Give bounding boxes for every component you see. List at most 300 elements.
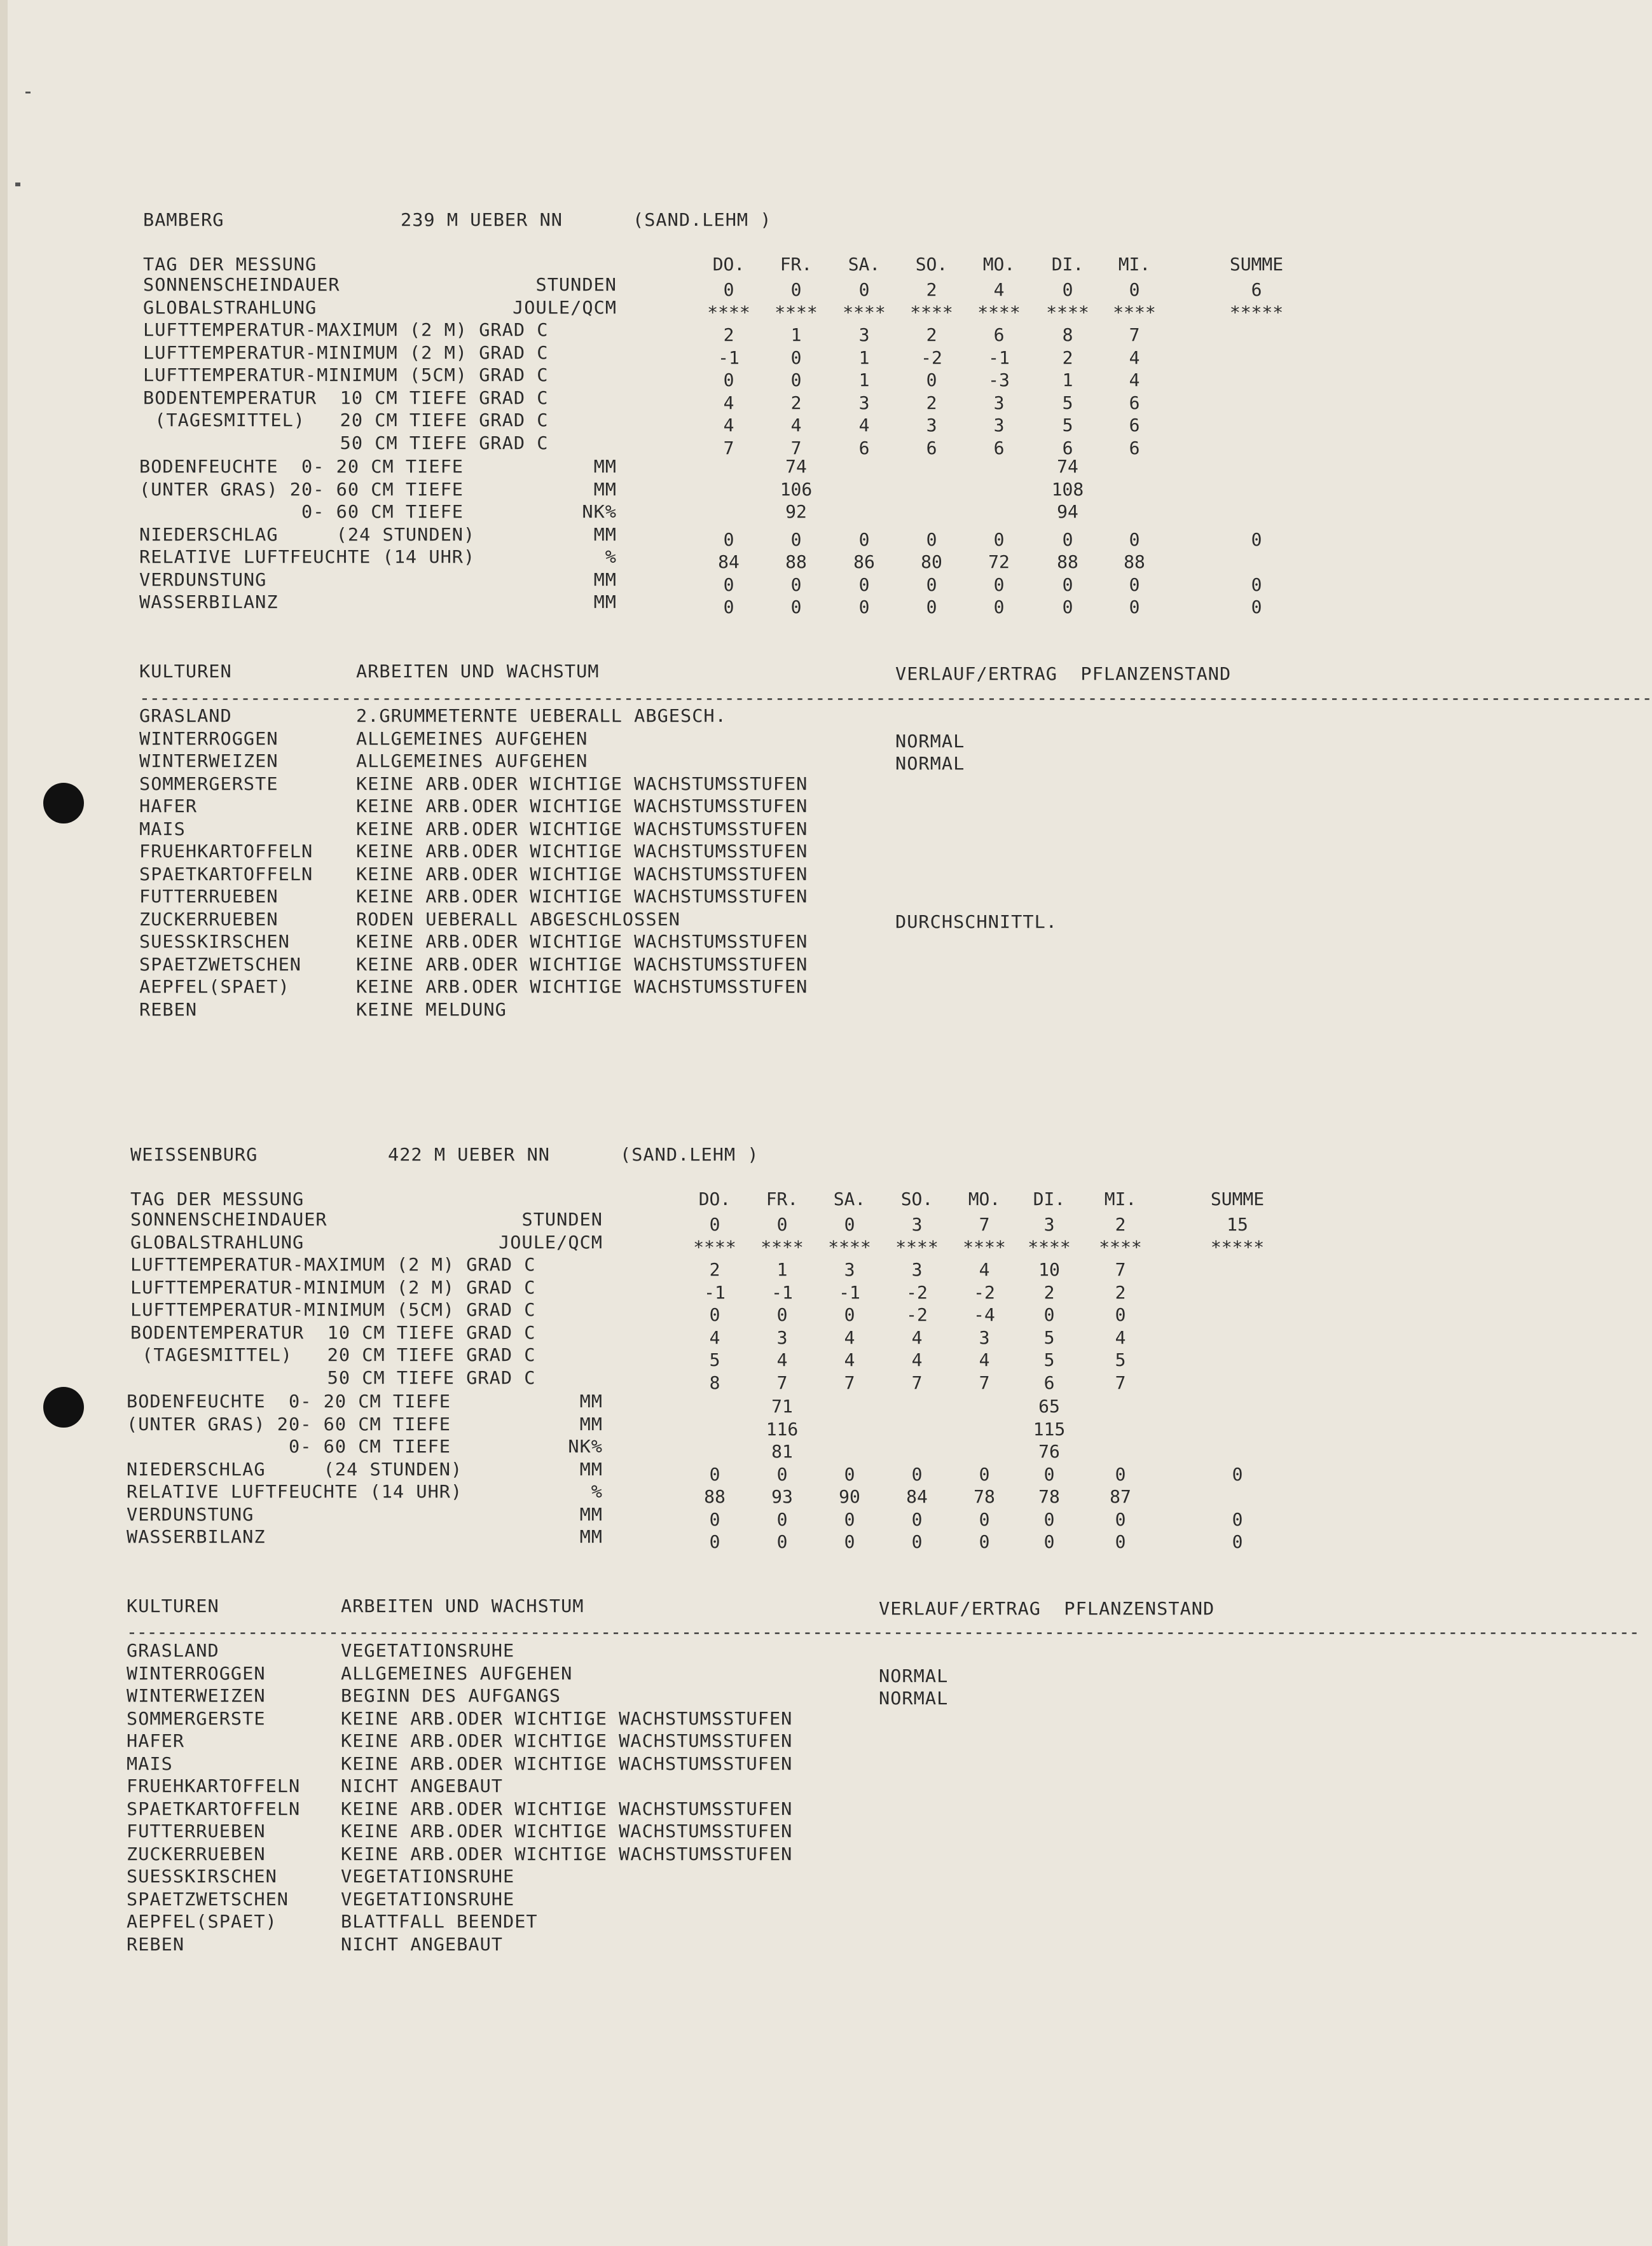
station-name: BAMBERG <box>143 209 224 230</box>
crop-status: NORMAL <box>895 753 965 774</box>
measurement-value: -1 <box>704 1281 726 1303</box>
measurement-label: RELATIVE LUFTFEUCHTE (14 UHR) <box>127 1481 463 1502</box>
measurement-sum: 15 <box>1227 1214 1248 1235</box>
measurement-label: BODENFEUCHTE 0- 20 CM TIEFE <box>127 1391 451 1412</box>
crop-work: VEGETATIONSRUHE <box>341 1888 515 1910</box>
measurement-value: 71 <box>771 1396 793 1417</box>
crop-name: HAFER <box>139 796 198 816</box>
measurement-value: 74 <box>1057 456 1078 477</box>
crop-work: ALLGEMEINES AUFGEHEN <box>356 750 588 771</box>
measurement-label: LUFTTEMPERATUR-MINIMUM (2 M) GRAD C <box>143 341 549 363</box>
measurement-label: LUFTTEMPERATUR-MAXIMUM (2 M) GRAD C <box>143 319 549 340</box>
crops-header-work: ARBEITEN UND WACHSTUM <box>356 661 600 682</box>
measurement-label: NIEDERSCHLAG (24 STUNDEN) <box>139 523 476 545</box>
day-header: MO. <box>968 1188 1001 1209</box>
day-header: SO. <box>900 1188 933 1209</box>
measurement-value: 1 <box>858 369 870 390</box>
crop-work: KEINE ARB.ODER WICHTIGE WACHSTUMSSTUFEN <box>356 818 808 839</box>
document-page: BAMBERG 239 M UEBER NN (SAND.LEHM ) TAG DER MESSUNG DO. FR. SA. SO. MO. DI. MI. SUMME SONNENSCHEINDAUER STUNDEN 0 0 0 2 4 0 0 6 GLOBALSTRAHLUNG JOULE/QCM **** **** **** **** **** **** **** ***** LUFTTEMPERATUR-MAXIMUM (2 M) GRAD C 2 1 3 2 6 8 7 LUFTTEMPERATUR-MINIMUM (2 M) GRAD C -1 0 1 -2 -1 2 4 LUFTTEMPERATUR-MINIMUM (5CM) GRAD C 0 0 1 0 -3 1 4 BODENTEMPERATUR 10 CM TIEFE GRAD C 4 2 3 2 3 5 6 (TAGESMITTEL) 20 CM TIEFE GRAD C 4 4 4 3 3 5 6 50 CM TIEFE GRAD C 7 7 6 6 6 6 6 BODENFEUCHTE 0- 20 CM TIEFE MM 74 74 (UNTER GRAS) 20- 60 CM TIEFE MM 106 108 0- 60 CM TIEFE %NK 92 94 NIEDERSCHLAG (24 STUNDEN) MM 0 0 0 0 0 0 0 0 RELATIVE LUFTFEUCHTE (14 UHR) % 84 88 86 80 72 88 88 VERDUNSTUNG MM 0 0 0 0 0 0 0 0 WASSERBILANZ MM 0 0 0 0 0 0 0 0 KULTUREN ARBEITEN UND WACHSTUM VERLAUF/ERTRAG PFLANZENSTAND ------------------------------------------------------------------------------------------------------------------------------------------------------ GRASLAND 2.GRUMMETERNTE UEBERALL ABGESCH. WINTERROGGEN ALLGEMEINES AUFGEHEN NORMAL WINTERWEIZEN ALLGEMEINES AUFGEHEN NORMAL SOMMERGERSTE KEINE ARB.ODER WICHTIGE WACHSTUMSSTUFEN HAFER KEINE ARB.ODER WICHTIGE WACHSTUMSSTUFEN MAIS KEINE ARB.ODER WICHTIGE WACHSTUMSSTUFEN FRUEHKARTOFFELN KEINE ARB.ODER WICHTIGE WACHSTUMSSTUFEN SPAETKARTOFFELN KEINE ARB.ODER WICHTIGE WACHSTUMSSTUFEN FUTTERRUEBEN KEINE ARB.ODER WICHTIGE WACHSTUMSSTUFEN ZUCKERRUEBEN RODEN UEBERALL ABGESCHLOSSEN DURCHSCHNITTL. SUESSKIRSCHEN KEINE ARB.ODER WICHTIGE WACHSTUMSSTUFEN SPAETZWETSCHEN KEINE ARB.ODER WICHTIGE WACHSTUMSSTUFEN AEPFEL(SPAET) KEINE ARB.ODER WICHTIGE WACHSTUMSSTUFEN REBEN KEINE MELDUNG WEISSENBURG 422 M UEBER NN (SAND.LEHM ) TAG DER MESSUNG DO. FR. SA. SO. MO. DI. MI. SUMME SONNENSCHEINDAUER STUNDEN 0 0 0 3 7 3 2 15 GLOBALSTRAHLUNG JOULE/QCM **** **** **** **** **** **** **** ***** LUFTTEMPERATUR-MAXIMUM (2 M) GRAD C 2 1 3 3 4 10 7 LUFTTEMPERATUR-MINIMUM (2 M) GRAD C -1 -1 -1 -2 -2 2 2 LUFTTEMPERATUR-MINIMUM (5CM) GRAD C 0 0 0 -2 -4 0 0 BODENTEMPERATUR 10 CM TIEFE GRAD C 4 3 4 4 3 5 4 (TAGESMITTEL) 20 CM TIEFE GRAD C 5 4 4 4 4 5 5 50 CM TIEFE GRAD C 8 7 7 7 7 6 7 BODENFEUCHTE 0- 20 CM TIEFE MM 71 65 (UNTER GRAS) 20- 60 CM TIEFE MM 116 115 0- 60 CM TIEFE %NK 81 76 NIEDERSCHLAG (24 STUNDEN) MM 0 0 0 0 0 0 0 0 RELATIVE LUFTFEUCHTE (14 UHR) % 88 93 90 84 78 78 87 VERDUNSTUNG MM 0 0 0 0 0 0 0 0 WASSERBILANZ MM 0 0 0 0 0 0 0 0 KULTUREN ARBEITEN UND WACHSTUM VERLAUF/ERTRAG PFLANZENSTAND ------------------------------------------------------------------------------------------------------------------------------------------------------ GRASLAND VEGETATIONSRUHE WINTERROGGEN ALLGEMEINES AUFGEHEN NORMAL WINTERWEIZEN BEGINN DES AUFGANGS NORMAL SOMMERGERSTE KEINE ARB.ODER WICHTIGE WACHSTUMSSTUFEN HAFER KEINE ARB.ODER WICHTIGE WACHSTUMSSTUFEN MAIS KEINE ARB.ODER WICHTIGE WACHSTUMSSTUFEN FRUEHKARTOFFELN NICHT ANGEBAUT SPAETKARTOFFELN KEINE ARB.ODER WICHTIGE WACHSTUMSSTUFEN FUTTERRUEBEN KEINE ARB.ODER WICHTIGE WACHSTUMSSTUFEN ZUCKERRUEBEN KEINE ARB.ODER WICHTIGE WACHSTUMSSTUFEN SUESSKIRSCHEN VEGETATIONSRUHE SPAETZWETSCHEN VEGETATIONSRUHE AEPFEL(SPAET) BLATTFALL BEENDET REBEN NICHT ANGEBAUT <box>0 0 1555 2246</box>
measurement-value: 93 <box>771 1486 793 1507</box>
measurement-value: 2 <box>926 324 937 345</box>
day-header: SO. <box>915 254 948 275</box>
measurement-value: 7 <box>776 1372 788 1393</box>
measurement-value: -1 <box>839 1281 860 1303</box>
measurement-value: 0 <box>709 1508 720 1530</box>
measurement-value: 5 <box>1062 392 1073 413</box>
station-soil: (SAND.LEHM ) <box>633 209 772 230</box>
measurement-value: 2 <box>709 1259 720 1280</box>
measurement-value: 7 <box>790 437 802 458</box>
crop-work: KEINE ARB.ODER WICHTIGE WACHSTUMSSTUFEN <box>356 953 808 975</box>
crop-name: AEPFEL(SPAET) <box>127 1911 277 1932</box>
measurement-value: 6 <box>1062 437 1073 458</box>
day-header: DO. <box>712 254 745 275</box>
measurement-value: 4 <box>723 415 734 436</box>
measurement-value: 0 <box>926 574 937 595</box>
measurement-value: 0 <box>790 596 802 617</box>
crop-name: WINTERWEIZEN <box>127 1685 266 1706</box>
measurement-label: LUFTTEMPERATUR-MAXIMUM (2 M) GRAD C <box>130 1254 536 1275</box>
measurement-value: 4 <box>844 1349 855 1370</box>
measurement-value: 3 <box>979 1326 990 1348</box>
station-altitude: 422 M UEBER NN <box>388 1144 551 1165</box>
crop-work: KEINE ARB.ODER WICHTIGE WACHSTUMSSTUFEN <box>341 1730 793 1751</box>
crop-status: NORMAL <box>879 1688 949 1709</box>
measurement-value: 0 <box>858 279 870 300</box>
measurement-value: 72 <box>988 551 1010 572</box>
measurement-sum: 0 <box>1232 1463 1243 1485</box>
measurement-value: -1 <box>771 1281 793 1303</box>
measurement-value: 0 <box>1043 1508 1055 1530</box>
measurement-value: 4 <box>911 1349 923 1370</box>
crop-work: VEGETATIONSRUHE <box>341 1866 515 1887</box>
measurement-value: 5 <box>1115 1349 1126 1370</box>
measurement-value: 1 <box>790 324 802 345</box>
punch-hole <box>43 783 84 823</box>
measurement-value: 2 <box>1115 1281 1126 1303</box>
measurement-value: 0 <box>1115 1508 1126 1530</box>
crops-header-status: VERLAUF/ERTRAG PFLANZENSTAND <box>895 663 1232 684</box>
measurement-value: 3 <box>911 1214 923 1235</box>
measurement-value: 65 <box>1038 1396 1060 1417</box>
measurement-value: 0 <box>844 1531 855 1552</box>
measurement-value: 88 <box>1124 551 1145 572</box>
crops-header-work: ARBEITEN UND WACHSTUM <box>341 1595 584 1616</box>
measurement-value: 94 <box>1057 501 1078 522</box>
measurement-value: **** <box>1113 301 1156 323</box>
crop-name: MAIS <box>139 818 186 839</box>
measurement-value: 10 <box>1038 1259 1060 1280</box>
measurement-value: 0 <box>1129 279 1140 300</box>
crop-work: RODEN UEBERALL ABGESCHLOSSEN <box>356 908 681 930</box>
measurement-value: 0 <box>776 1531 788 1552</box>
measurement-value: 78 <box>974 1486 995 1507</box>
crop-work: 2.GRUMMETERNTE UEBERALL ABGESCH. <box>356 705 727 726</box>
measurement-label: GLOBALSTRAHLUNG <box>130 1231 305 1253</box>
day-header: DO. <box>698 1188 731 1209</box>
measurement-value: 92 <box>785 501 807 522</box>
measurement-value: 88 <box>1057 551 1078 572</box>
measurement-value: **** <box>774 301 818 323</box>
measurement-value: 88 <box>785 551 807 572</box>
measurement-value: 3 <box>844 1259 855 1280</box>
crop-name: FRUEHKARTOFFELN <box>127 1775 301 1796</box>
crop-name: SOMMERGERSTE <box>127 1707 266 1729</box>
measurement-label: 50 CM TIEFE GRAD C <box>143 432 549 453</box>
measurement-value: **** <box>977 301 1021 323</box>
measurement-value: 0 <box>790 528 802 550</box>
crop-name: AEPFEL(SPAET) <box>139 976 290 997</box>
day-header: DI. <box>1033 1188 1066 1209</box>
measurement-value: 4 <box>979 1259 990 1280</box>
day-header: DI. <box>1051 254 1084 275</box>
measurement-value: 87 <box>1110 1486 1131 1507</box>
measurement-value: 0 <box>979 1463 990 1485</box>
crop-name: WINTERROGGEN <box>139 727 279 749</box>
measurement-value: 0 <box>1115 1531 1126 1552</box>
measurement-value: 4 <box>790 415 802 436</box>
station-altitude: 239 M UEBER NN <box>401 209 563 230</box>
measurement-value: 0 <box>723 279 734 300</box>
measurement-value: 4 <box>709 1326 720 1348</box>
measurement-label: WASSERBILANZ <box>127 1526 266 1547</box>
measurement-label: LUFTTEMPERATUR-MINIMUM (5CM) GRAD C <box>143 364 549 385</box>
crop-name: GRASLAND <box>139 705 232 726</box>
measurement-value: 0 <box>1043 1463 1055 1485</box>
measurement-value: -2 <box>906 1304 928 1325</box>
measurement-value: 5 <box>1043 1349 1055 1370</box>
measurement-value: **** <box>1028 1236 1071 1258</box>
measurement-value: 0 <box>1129 596 1140 617</box>
measurement-value: 3 <box>926 415 937 436</box>
sum-header: SUMME <box>1210 1188 1265 1209</box>
crop-name: FRUEHKARTOFFELN <box>139 841 313 862</box>
measurement-value: **** <box>963 1236 1006 1258</box>
measurement-value: **** <box>1099 1236 1142 1258</box>
crop-name: SOMMERGERSTE <box>139 773 279 794</box>
measurement-value: 2 <box>926 279 937 300</box>
crop-status: DURCHSCHNITTL. <box>895 911 1058 932</box>
crop-work: BLATTFALL BEENDET <box>341 1911 538 1932</box>
measurement-value: 7 <box>723 437 734 458</box>
crop-work: BEGINN DES AUFGANGS <box>341 1685 561 1706</box>
measurement-value: 6 <box>993 437 1005 458</box>
measurement-value: 0 <box>776 1508 788 1530</box>
measurement-value: **** <box>910 301 953 323</box>
crop-name: FUTTERRUEBEN <box>127 1821 266 1842</box>
measurement-value: 4 <box>979 1349 990 1370</box>
measurement-value: **** <box>843 301 886 323</box>
measurement-value: 3 <box>911 1259 923 1280</box>
crop-work: KEINE ARB.ODER WICHTIGE WACHSTUMSSTUFEN <box>356 841 808 862</box>
measurement-label: 0- 60 CM TIEFE <box>127 1436 451 1457</box>
measurement-value: -3 <box>988 369 1010 390</box>
measurement-value: 4 <box>1129 347 1140 368</box>
crop-status: NORMAL <box>895 730 965 752</box>
crop-name: SUESSKIRSCHEN <box>139 931 290 952</box>
measurement-value: 7 <box>844 1372 855 1393</box>
measurement-value: 4 <box>1115 1326 1126 1348</box>
measurement-value: 0 <box>1115 1463 1126 1485</box>
crop-work: NICHT ANGEBAUT <box>341 1933 504 1955</box>
measurement-sum: 6 <box>1251 279 1262 300</box>
measurement-label: 50 CM TIEFE GRAD C <box>130 1367 536 1388</box>
crop-work: VEGETATIONSRUHE <box>341 1640 515 1661</box>
measurement-sum: ***** <box>1210 1236 1265 1258</box>
measurement-value: 80 <box>921 551 942 572</box>
measurement-value: 5 <box>709 1349 720 1370</box>
measurement-label: GLOBALSTRAHLUNG <box>143 296 317 318</box>
crop-name: SPAETKARTOFFELN <box>127 1798 301 1819</box>
crop-work: KEINE ARB.ODER WICHTIGE WACHSTUMSSTUFEN <box>356 796 808 816</box>
measurement-value: 4 <box>844 1326 855 1348</box>
measurement-value: 7 <box>1115 1259 1126 1280</box>
measurement-value: 0 <box>709 1214 720 1235</box>
measurement-value: 0 <box>723 369 734 390</box>
measurement-value: 0 <box>709 1304 720 1325</box>
measurement-label: VERDUNSTUNG <box>127 1503 254 1525</box>
measurement-value: 0 <box>1129 574 1140 595</box>
measurement-label: (TAGESMITTEL) 20 CM TIEFE GRAD C <box>130 1344 536 1365</box>
measurement-value: 84 <box>906 1486 928 1507</box>
measurement-value: 0 <box>858 574 870 595</box>
measurement-value: 0 <box>911 1463 923 1485</box>
measurement-value: 0 <box>790 347 802 368</box>
measurement-value: 6 <box>1129 437 1140 458</box>
measurement-value: 0 <box>926 528 937 550</box>
measurement-value: 0 <box>1043 1531 1055 1552</box>
day-header: MO. <box>982 254 1015 275</box>
measurement-value: 7 <box>1129 324 1140 345</box>
crop-name: WINTERWEIZEN <box>139 750 279 771</box>
crop-work: KEINE ARB.ODER WICHTIGE WACHSTUMSSTUFEN <box>341 1798 793 1819</box>
measurement-value: 0 <box>776 1214 788 1235</box>
measurement-value: 3 <box>1043 1214 1055 1235</box>
measurement-value: 90 <box>839 1486 860 1507</box>
measurement-value: 2 <box>1062 347 1073 368</box>
measurement-value: 6 <box>993 324 1005 345</box>
measurement-value: 76 <box>1038 1441 1060 1462</box>
day-header: SA. <box>833 1188 866 1209</box>
measurement-value: 8 <box>709 1372 720 1393</box>
measurement-label: VERDUNSTUNG <box>139 568 267 590</box>
sum-header: SUMME <box>1229 254 1284 275</box>
crop-name: WINTERROGGEN <box>127 1662 266 1684</box>
measurement-value: 0 <box>790 369 802 390</box>
day-header: FR. <box>780 254 813 275</box>
crop-work: KEINE MELDUNG <box>356 998 507 1020</box>
measurement-value: 7 <box>979 1214 990 1235</box>
measurement-label: WASSERBILANZ <box>139 591 279 612</box>
measurement-value: 0 <box>776 1304 788 1325</box>
measurement-value: 0 <box>790 279 802 300</box>
measurement-label: BODENTEMPERATUR 10 CM TIEFE GRAD C <box>143 387 549 408</box>
measurement-value: **** <box>693 1236 736 1258</box>
measurement-value: 5 <box>1062 415 1073 436</box>
measurement-value: 0 <box>911 1508 923 1530</box>
measurement-value: 0 <box>723 528 734 550</box>
measurement-value: 0 <box>844 1214 855 1235</box>
measurement-sum: 0 <box>1251 574 1262 595</box>
measurement-label: LUFTTEMPERATUR-MINIMUM (2 M) GRAD C <box>130 1276 536 1298</box>
measurement-label: LUFTTEMPERATUR-MINIMUM (5CM) GRAD C <box>130 1299 536 1320</box>
measurement-value: 0 <box>926 596 937 617</box>
measurement-value: 3 <box>993 415 1005 436</box>
crop-status: NORMAL <box>879 1665 949 1686</box>
day-header: MI. <box>1104 1188 1137 1209</box>
measurement-value: 0 <box>858 596 870 617</box>
measurement-value: 86 <box>853 551 875 572</box>
measurement-value: 0 <box>709 1531 720 1552</box>
measurement-value: 78 <box>1038 1486 1060 1507</box>
measurement-value: 0 <box>1043 1304 1055 1325</box>
measurement-value: 106 <box>780 478 813 500</box>
measurement-value: 2 <box>1115 1214 1126 1235</box>
crops-header-status: VERLAUF/ERTRAG PFLANZENSTAND <box>879 1598 1215 1619</box>
crop-name: MAIS <box>127 1753 173 1774</box>
measurement-value: 115 <box>1033 1418 1066 1440</box>
measurement-value: 6 <box>1043 1372 1055 1393</box>
day-header-label: TAG DER MESSUNG <box>130 1188 305 1209</box>
measurement-value: 0 <box>1062 279 1073 300</box>
measurement-value: 4 <box>1129 369 1140 390</box>
crop-name: SPAETZWETSCHEN <box>139 953 302 975</box>
paper-edge <box>0 0 8 2246</box>
measurement-value: 6 <box>926 437 937 458</box>
crop-name: SPAETZWETSCHEN <box>127 1888 289 1910</box>
measurement-value: 0 <box>993 574 1005 595</box>
crop-name: FUTTERRUEBEN <box>139 886 279 907</box>
measurement-value: 0 <box>723 596 734 617</box>
punch-hole <box>43 1387 84 1428</box>
measurement-value: 0 <box>844 1463 855 1485</box>
margin-mark <box>15 183 20 186</box>
crop-name: SUESSKIRSCHEN <box>127 1866 277 1887</box>
crop-name: REBEN <box>127 1933 185 1955</box>
measurement-value: 0 <box>709 1463 720 1485</box>
measurement-value: 4 <box>723 392 734 413</box>
measurement-value: 0 <box>993 596 1005 617</box>
crop-work: KEINE ARB.ODER WICHTIGE WACHSTUMSSTUFEN <box>356 863 808 885</box>
dashed-rule: ------------------------------------------------------------------------------------------------------------------------------------------------------ <box>139 687 1652 708</box>
measurement-value: 0 <box>979 1531 990 1552</box>
measurement-value: -1 <box>718 347 740 368</box>
measurement-value: 2 <box>1043 1281 1055 1303</box>
measurement-value: 1 <box>858 347 870 368</box>
measurement-value: 108 <box>1051 478 1084 500</box>
measurement-value: 5 <box>1043 1326 1055 1348</box>
measurement-label: (TAGESMITTEL) 20 CM TIEFE GRAD C <box>143 410 549 431</box>
measurement-label: NIEDERSCHLAG (24 STUNDEN) <box>127 1458 463 1480</box>
crop-work: KEINE ARB.ODER WICHTIGE WACHSTUMSSTUFEN <box>341 1707 793 1729</box>
dashed-rule: ------------------------------------------------------------------------------------------------------------------------------------------------------ <box>127 1622 1639 1643</box>
measurement-value: 88 <box>704 1486 726 1507</box>
measurement-value: 7 <box>911 1372 923 1393</box>
measurement-value: 0 <box>926 369 937 390</box>
crop-work: KEINE ARB.ODER WICHTIGE WACHSTUMSSTUFEN <box>356 773 808 794</box>
measurement-label: 0- 60 CM TIEFE <box>139 501 464 522</box>
measurement-value: 2 <box>723 324 734 345</box>
measurement-sum: 0 <box>1232 1531 1243 1552</box>
measurement-value: 0 <box>993 528 1005 550</box>
measurement-value: 3 <box>858 324 870 345</box>
day-header: MI. <box>1118 254 1151 275</box>
measurement-value: **** <box>761 1236 804 1258</box>
crops-header-crop: KULTUREN <box>139 661 232 682</box>
measurement-value: 0 <box>1062 528 1073 550</box>
measurement-value: 3 <box>993 392 1005 413</box>
measurement-value: 0 <box>1062 596 1073 617</box>
crop-work: KEINE ARB.ODER WICHTIGE WACHSTUMSSTUFEN <box>356 886 808 907</box>
measurement-value: 0 <box>1115 1304 1126 1325</box>
measurement-label: RELATIVE LUFTFEUCHTE (14 UHR) <box>139 546 476 567</box>
measurement-value: 0 <box>723 574 734 595</box>
measurement-value: 6 <box>858 437 870 458</box>
measurement-value: 84 <box>718 551 740 572</box>
measurement-label: SONNENSCHEINDAUER <box>130 1209 327 1230</box>
measurement-value: 0 <box>844 1304 855 1325</box>
measurement-value: 0 <box>1129 528 1140 550</box>
measurement-value: 0 <box>858 528 870 550</box>
measurement-value: 0 <box>1062 574 1073 595</box>
measurement-value: **** <box>707 301 750 323</box>
station-name: WEISSENBURG <box>130 1144 258 1165</box>
measurement-value: 2 <box>790 392 802 413</box>
measurement-value: 6 <box>1129 415 1140 436</box>
measurement-label: SONNENSCHEINDAUER <box>143 274 340 295</box>
crop-name: ZUCKERRUEBEN <box>139 908 279 930</box>
measurement-value: 8 <box>1062 324 1073 345</box>
measurement-value: 4 <box>911 1326 923 1348</box>
measurement-value: 7 <box>979 1372 990 1393</box>
measurement-value: 1 <box>1062 369 1073 390</box>
crop-name: SPAETKARTOFFELN <box>139 863 313 885</box>
measurement-value: 4 <box>776 1349 788 1370</box>
measurement-value: 7 <box>1115 1372 1126 1393</box>
measurement-value: **** <box>828 1236 871 1258</box>
measurement-label: (UNTER GRAS) 20- 60 CM TIEFE <box>127 1413 451 1435</box>
measurement-sum: 0 <box>1251 596 1262 617</box>
measurement-value: -1 <box>988 347 1010 368</box>
measurement-value: -2 <box>921 347 942 368</box>
measurement-value: -2 <box>906 1281 928 1303</box>
measurement-value: **** <box>895 1236 939 1258</box>
margin-mark <box>25 92 31 93</box>
measurement-value: -2 <box>974 1281 995 1303</box>
measurement-sum: ***** <box>1229 301 1284 323</box>
crop-work: NICHT ANGEBAUT <box>341 1775 504 1796</box>
day-header: SA. <box>848 254 881 275</box>
crop-work: KEINE ARB.ODER WICHTIGE WACHSTUMSSTUFEN <box>356 976 808 997</box>
measurement-value: 3 <box>858 392 870 413</box>
day-header-label: TAG DER MESSUNG <box>143 254 317 275</box>
measurement-value: 2 <box>926 392 937 413</box>
measurement-label: (UNTER GRAS) 20- 60 CM TIEFE <box>139 478 464 500</box>
crop-work: KEINE ARB.ODER WICHTIGE WACHSTUMSSTUFEN <box>341 1753 793 1774</box>
crop-work: KEINE ARB.ODER WICHTIGE WACHSTUMSSTUFEN <box>356 931 808 952</box>
measurement-value: 0 <box>790 574 802 595</box>
measurement-sum: 0 <box>1251 528 1262 550</box>
measurement-value: 0 <box>776 1463 788 1485</box>
measurement-value: 74 <box>785 456 807 477</box>
measurement-value: **** <box>1046 301 1089 323</box>
day-header: FR. <box>766 1188 799 1209</box>
measurement-value: 0 <box>979 1508 990 1530</box>
crop-name: GRASLAND <box>127 1640 219 1661</box>
crop-work: KEINE ARB.ODER WICHTIGE WACHSTUMSSTUFEN <box>341 1821 793 1842</box>
measurement-label: BODENFEUCHTE 0- 20 CM TIEFE <box>139 456 464 477</box>
measurement-value: 6 <box>1129 392 1140 413</box>
